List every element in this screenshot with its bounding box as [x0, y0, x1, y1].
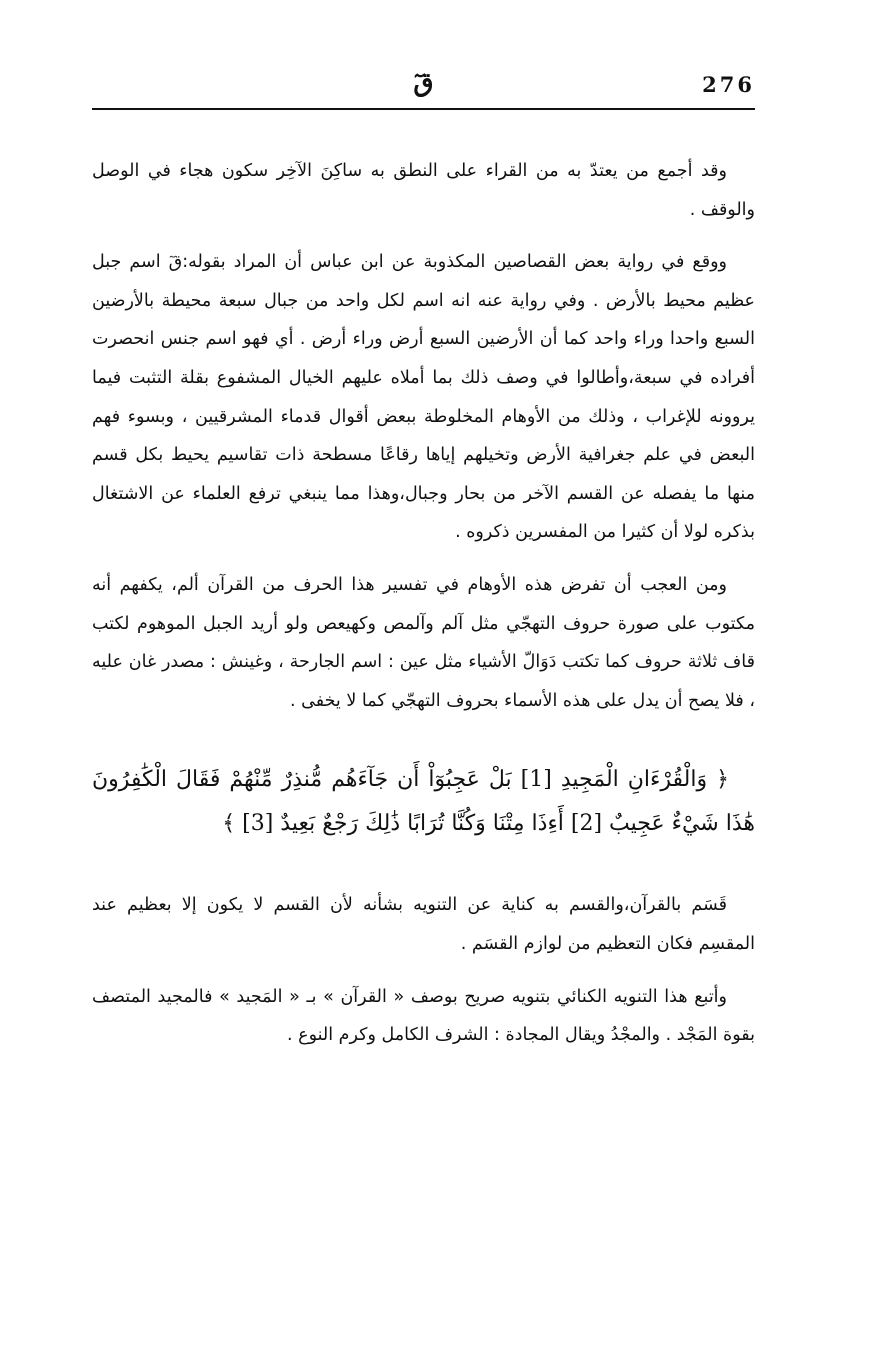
header-divider: [92, 108, 755, 110]
verse-close-ornament: ﴾: [222, 811, 236, 837]
quran-verse: [92, 758, 755, 846]
verse-text: وَالْقُرْءَانِ الْمَجِيدِ [1] بَلْ عَجِبُوٓاْ أَن جَآءَهُم مُّنذِرٌ مِّنْهُمْ فَقَالَ الْكَٰفِرُونَ هَٰذَا شَيْءٌ عَجِيبٌ [2] أَءِذَا مِتْنَا وَكُنَّا تُرَابًا ذَٰلِكَ رَجْعٌ بَعِيدٌ [3]: [92, 767, 755, 837]
paragraph: وأتبع هذا التنويه الكنائي بتنويه صريح بوصف « القرآن » بـ « المَجيد » فالمجيد المتصف بقوة المَجْد . والمجْدُ ويقال المجادة : الشرف الكامل وكرم النوع .: [92, 986, 755, 1046]
page-number: 276: [702, 72, 755, 97]
paragraph: ووقع في رواية بعض القصاصين المكذوبة عن ابن عباس أن المراد بقوله:قٓ اسم جبل عظيم محيط بالأرض . وفي رواية عنه انه اسم لكل واحد من جبال سبعة محيطة بالأرضين السبع واحدا وراء واحد كما أن الأرضين السبع أرض وراء أرض . أي فهو اسم جنس انحصرت أفراده في سبعة،وأطالوا في وصف ذلك بما أملاه عليهم الخيال المشفوع بقلة التثبت فيما يروونه للإغراب ، وذلك من الأوهام المخلوطة ببعض أقوال قدماء المشرقيين ، وبسوء فهم البعض في علم جغرافية الأرض وتخيلهم إياها رقاعًا مسطحة ذات تقاسيم يحيط بكل قسم منها ما يفصله عن القسم الآخر من بحار وجبال،وهذا مما ينبغي ترفع العلماء عن الاشتغال بذكره لولا أن كثيرا من المفسرين ذكروه .: [92, 252, 755, 543]
paragraph: ومن العجب أن تفرض هذه الأوهام في تفسير هذا الحرف من القرآن ألم، يكفهم أنه مكتوب على صورة حروف التهجّي مثل آلم وآلمص وكهيعص ولو أريد الجبل الموهوم لكتب قاف ثلاثة حروف كما تكتب دَوَالّ الأشياء مثل عين : اسم الجارحة ، وغينش : مصدر غان عليه ، فلا يصح أن يدل على هذه الأسماء بحروف التهجّي كما لا يخفى .: [92, 574, 755, 711]
verse-open-ornament: ﴿: [716, 767, 729, 793]
paragraph: قَسَم بالقرآن،والقسم به كناية عن التنويه بشأنه لأن القسم لا يكون إلا بعظيم عند المقسِم فكان التعظيم من لوازم القسَم .: [92, 895, 755, 954]
main-text: [92, 152, 755, 1069]
running-title: قٓ: [413, 68, 434, 98]
paragraph: وقد أجمع من يعتدّ به من القراء على النطق به ساكِنَ الآخِر سكون هجاء في الوصل والوقف .: [92, 161, 755, 220]
page-header: [92, 66, 755, 106]
